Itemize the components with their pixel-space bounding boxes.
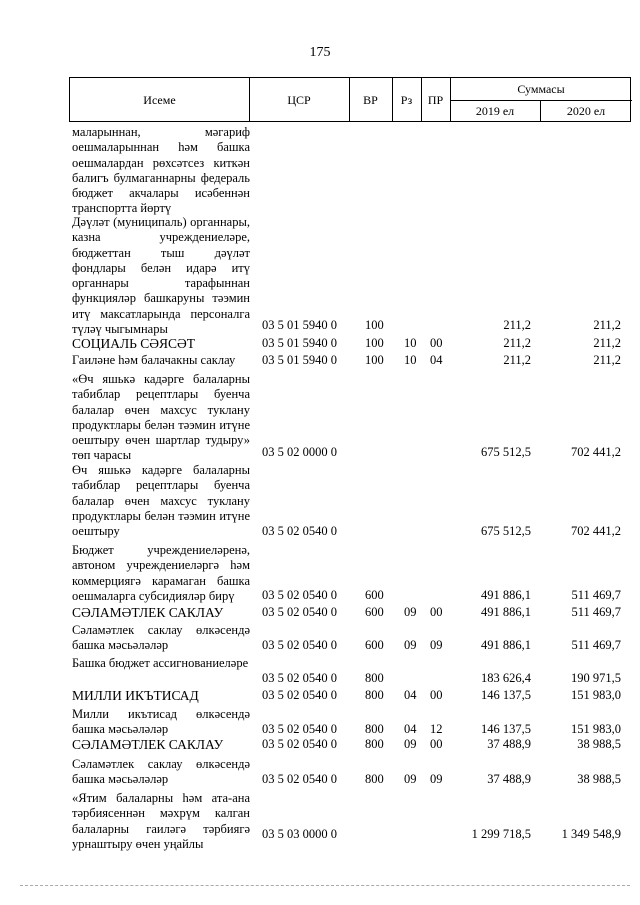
row-pr: 00 [430, 336, 443, 350]
row-value-2019: 37 488,9 [487, 737, 531, 751]
row-pr: 00 [430, 605, 443, 619]
row-csr: 03 5 02 0540 0 [262, 638, 337, 652]
row-value-2019: 491 886,1 [481, 638, 531, 652]
row-value-2019: 146 137,5 [481, 722, 531, 736]
row-value-2019: 211,2 [503, 336, 531, 350]
row-vr: 800 [365, 722, 384, 736]
row-value-2020: 702 441,2 [571, 445, 621, 459]
row-name: «Ятим балаларны һәм ата-ана тәрбиясеннән мәхрүм калган балаларны гаиләгә тәрбиягә урнаштыру өчен уңайлы [72, 791, 250, 851]
row-name: Сәламәтлек саклау өлкәсендә башка мәсьәләләр [72, 623, 250, 653]
row-csr: 03 5 01 5940 0 [262, 353, 337, 367]
row-pr: 00 [430, 688, 443, 702]
row-rz: 10 [404, 336, 417, 350]
col-header-pr: ПР [427, 93, 444, 107]
row-name: Дәүләт (муниципаль) органнары, казна учреждениеләре, бюджеттан тыш дәүләт фондлары белән идарә итү органнары тарафыннан функцияләр башкаруны тәэмин итү максатларында персоналга түләү чыгымнары [72, 215, 250, 337]
col-header-csr: ЦСР [287, 93, 311, 107]
row-vr: 800 [365, 671, 384, 685]
row-value-2020: 511 469,7 [571, 588, 621, 602]
row-csr: 03 5 02 0000 0 [262, 445, 337, 459]
row-csr: 03 5 02 0540 0 [262, 722, 337, 736]
table-header [69, 77, 631, 122]
row-name: Бюджет учреждениеләренә, автоном учреждениеләргә һәм коммерциягә карамаган башка оешмаларга субсидияләр бирү [72, 543, 250, 603]
col-header-2019: 2019 ел [475, 103, 515, 118]
row-csr: 03 5 03 0000 0 [262, 827, 337, 841]
row-vr: 800 [365, 688, 384, 702]
row-csr: 03 5 02 0540 0 [262, 605, 337, 619]
row-name: МИЛЛИ ИКЪТИСАД [72, 688, 199, 703]
col-header-rz: Рз [400, 93, 413, 107]
row-csr: 03 5 01 5940 0 [262, 318, 337, 332]
row-value-2020: 211,2 [593, 318, 621, 332]
row-rz: 04 [404, 722, 417, 736]
row-csr: 03 5 02 0540 0 [262, 524, 337, 538]
row-rz: 04 [404, 688, 417, 702]
row-value-2020: 211,2 [593, 353, 621, 367]
row-vr: 100 [365, 353, 384, 367]
row-name: маларыннан, мәгариф оешмаларыннан һәм башка оешмалардан рөхсәтсез киткән балигъ булмаганнарны федераль бюджет акчалары исәбеннән транспортта йөртү [72, 125, 250, 216]
row-pr: 09 [430, 772, 443, 786]
row-vr: 800 [365, 737, 384, 751]
row-value-2020: 38 988,5 [577, 772, 621, 786]
row-rz: 09 [404, 605, 417, 619]
row-value-2019: 491 886,1 [481, 605, 531, 619]
page-number: 175 [309, 45, 331, 60]
row-pr: 00 [430, 737, 443, 751]
row-name: Өч яшькә кадәрге балаларны табиблар рецептлары буенча балалар өчен махсус туклану продуктлары белән тәэмин итүне оештыру [72, 463, 250, 539]
row-csr: 03 5 02 0540 0 [262, 772, 337, 786]
row-rz: 10 [404, 353, 417, 367]
row-pr: 12 [430, 722, 443, 736]
row-csr: 03 5 01 5940 0 [262, 336, 337, 350]
row-rz: 09 [404, 737, 417, 751]
row-value-2020: 511 469,7 [571, 638, 621, 652]
row-name: Милли икътисад өлкәсендә башка мәсьәләләр [72, 707, 250, 737]
row-value-2020: 38 988,5 [577, 737, 621, 751]
row-vr: 100 [365, 336, 384, 350]
row-name: Сәламәтлек саклау өлкәсендә башка мәсьәләләр [72, 757, 250, 787]
row-value-2019: 37 488,9 [487, 772, 531, 786]
row-name: Гаиләне һәм балачакны саклау [72, 353, 236, 367]
row-vr: 100 [365, 318, 384, 332]
row-csr: 03 5 02 0540 0 [262, 688, 337, 702]
row-value-2020: 151 983,0 [571, 688, 621, 702]
col-header-vr: ВР [363, 93, 378, 107]
row-pr: 04 [430, 353, 443, 367]
row-value-2019: 675 512,5 [481, 524, 531, 538]
row-value-2019: 491 886,1 [481, 588, 531, 602]
row-value-2020: 211,2 [593, 336, 621, 350]
row-value-2019: 211,2 [503, 353, 531, 367]
row-value-2020: 702 441,2 [571, 524, 621, 538]
col-header-sums: Суммасы [517, 81, 565, 96]
row-value-2020: 190 971,5 [571, 671, 621, 685]
row-csr: 03 5 02 0540 0 [262, 737, 337, 751]
row-name: СӘЛАМӘТЛЕК САКЛАУ [72, 605, 224, 620]
row-value-2019: 146 137,5 [481, 688, 531, 702]
row-rz: 09 [404, 772, 417, 786]
row-value-2019: 211,2 [503, 318, 531, 332]
row-value-2020: 151 983,0 [571, 722, 621, 736]
row-name: Башка бюджет ассигнованиеләре [72, 656, 249, 670]
col-header-name: Исеме [143, 93, 176, 107]
row-rz: 09 [404, 638, 417, 652]
page-bottom-divider [20, 885, 630, 886]
row-value-2020: 1 349 548,9 [561, 827, 621, 841]
row-value-2019: 1 299 718,5 [471, 827, 531, 841]
col-header-2020: 2020 ел [566, 103, 606, 118]
row-vr: 600 [365, 588, 384, 602]
row-vr: 800 [365, 772, 384, 786]
row-name: СОЦИАЛЬ СӘЯСӘТ [72, 336, 196, 351]
row-name: «Өч яшькә кадәрге балаларны табиблар рецептлары буенча балалар өчен махсус туклану продуктлары белән тәэмин итүне оештыру өчен шартлар тудыру» төп чарасы [72, 372, 250, 463]
row-pr: 09 [430, 638, 443, 652]
row-value-2020: 511 469,7 [571, 605, 621, 619]
row-vr: 600 [365, 605, 384, 619]
row-value-2019: 675 512,5 [481, 445, 531, 459]
row-vr: 600 [365, 638, 384, 652]
row-csr: 03 5 02 0540 0 [262, 671, 337, 685]
row-name: СӘЛАМӘТЛЕК САКЛАУ [72, 737, 224, 752]
row-csr: 03 5 02 0540 0 [262, 588, 337, 602]
row-value-2019: 183 626,4 [481, 671, 531, 685]
